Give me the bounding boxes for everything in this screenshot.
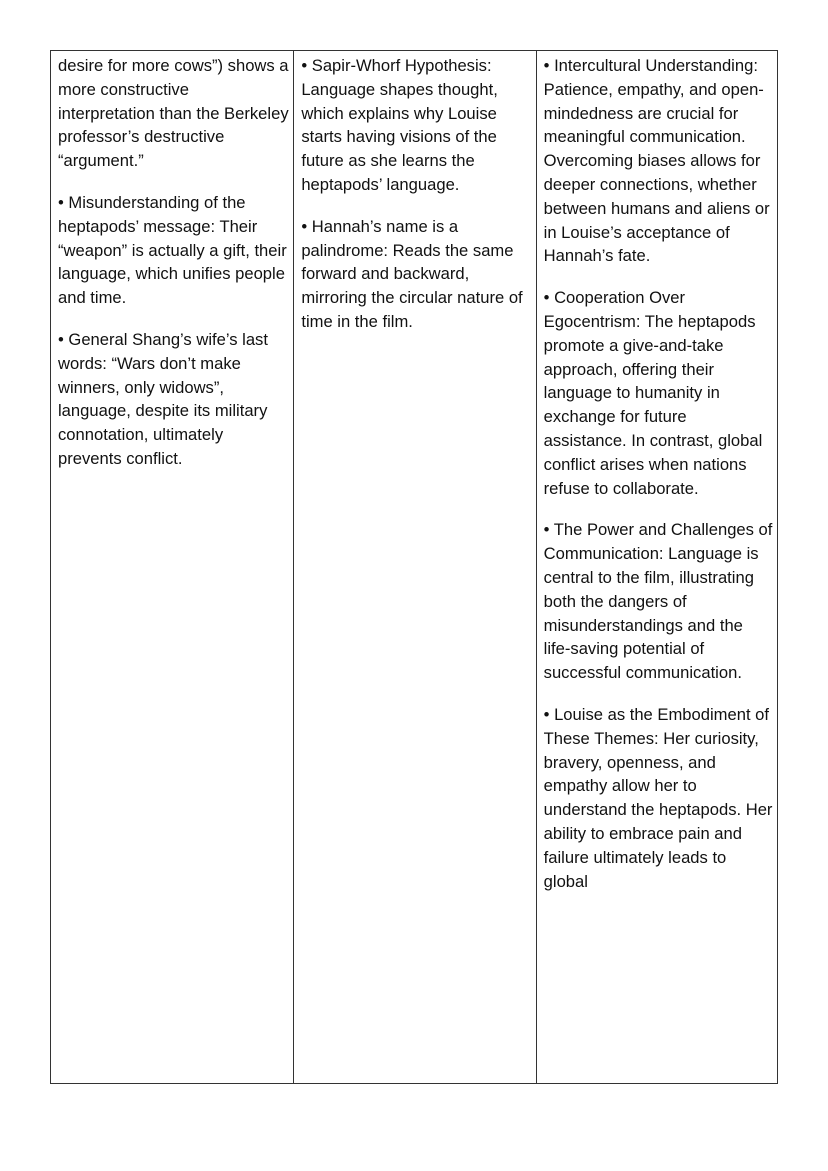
paragraph: • Hannah’s name is a palindrome: Reads the same forward and backward, mirroring the circular nature of time in the film.: [301, 216, 523, 331]
paragraph: • Misunderstanding of the heptapods’ message: Their “weapon” is actually a gift, their language, which unifies people and time.: [58, 192, 287, 308]
table-column-1: [51, 51, 293, 1083]
paragraph: desire for more cows”) shows a more constructive interpretation than the Berkeley professor’s destructive “argument.”: [58, 56, 289, 171]
paragraph: • Sapir-Whorf Hypothesis: Language shapes thought, which explains why Louise starts having visions of the future as she learns the heptapods’ language.: [301, 56, 498, 194]
table-column-2: [293, 51, 535, 1083]
paragraph: • The Power and Challenges of Communication: Language is central to the film, illustrating both the dangers of misunderstandings and the life-saving potential of successful communication.: [543, 520, 773, 683]
paragraph: • Cooperation Over Egocentrism: The heptapods promote a give-and-take approach, offering their language to humanity in exchange for future assistance. In contrast, global conflict arises when nations refuse to collaborate.: [543, 288, 763, 498]
paragraph: • General Shang’s wife’s last words: “Wars don’t make winners, only widows”, language, despite its military connotation, ultimately prevents conflict.: [58, 329, 268, 468]
paragraph: • Louise as the Embodiment of These Themes: Her curiosity, bravery, openness, and empathy allow her to understand the heptapods. Her ability to embrace pain and failure ultimately leads to global: [543, 704, 773, 891]
document-table: [50, 50, 778, 1084]
paragraph: • Intercultural Understanding: Patience, empathy, and open-mindedness are crucial for meaningful communication. Overcoming biases allows for deeper connections, whether between humans and aliens or in Louise’s acceptance of Hannah’s fate.: [543, 56, 770, 266]
table-column-3: [536, 51, 777, 1083]
